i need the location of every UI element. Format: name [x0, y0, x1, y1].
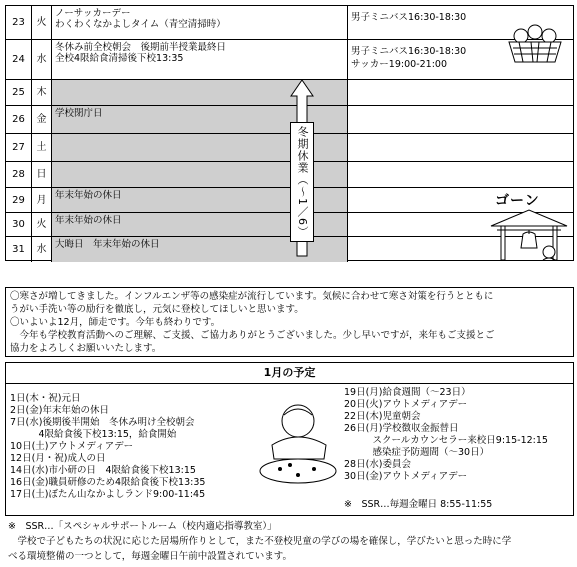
- january-event: 22日(木)児童朝会: [344, 411, 421, 422]
- january-event: 感染症予防週間（〜30日）: [344, 447, 490, 458]
- calendar-day: 25: [6, 80, 32, 105]
- january-event: 17日(土)ぼたん山なかよしランド9:00-11:45: [10, 489, 206, 500]
- message-line: 〇寒さが増してきました。インフルエンザ等の感染症が流行しています。気候に合わせて寒さ対策を行うとともに: [10, 291, 494, 302]
- message-line: 今年も学校教育活動へのご理解、ご支援、ご協力ありがとうございました。少し早いですが，来年もご支援とご: [10, 330, 495, 341]
- principal-message-box: [5, 287, 574, 357]
- january-event: 7日(水)後期後半開始 冬休み明け全校朝会: [10, 417, 195, 428]
- calendar-weekday: 月: [32, 188, 52, 212]
- message-line: 協力をよろしくお願いいたします。: [10, 343, 162, 354]
- calendar-day: 27: [6, 134, 32, 161]
- calendar-weekday: 金: [32, 106, 52, 133]
- footnote-line-2: 学校で子どもたちの状況に応じた居場所作りとして，また不登校児童の学びの場を確保し，学びたいと思った時に学: [8, 536, 512, 547]
- calendar-row: [6, 39, 573, 79]
- fruit-basket-illustration: [505, 22, 565, 64]
- january-event: 14日(水)市小研の日 4限給食後下校13:15: [10, 465, 196, 476]
- footnote-line-3: べる環境整備の一つとして，毎週金曜日午前中設置されています。: [8, 551, 293, 562]
- ssr-schedule-note: ※ SSR…毎週金曜日 8:55-11:55: [344, 499, 493, 510]
- january-event: 10日(土)アウトメディアデー: [10, 441, 134, 452]
- club-activity-line: 男子ミニバス16:30-18:30: [351, 12, 467, 23]
- calendar-weekday: 水: [32, 40, 52, 79]
- january-title-bar: 1月の予定: [6, 363, 573, 384]
- calendar-club-activities: [348, 80, 573, 105]
- calendar-club-activities: [348, 106, 573, 133]
- calendar-day: 29: [6, 188, 32, 212]
- calendar-events: [52, 40, 348, 79]
- calendar-weekday: 水: [32, 237, 52, 262]
- january-event: 12日(月・祝)成人の日: [10, 453, 106, 464]
- calendar-events: [52, 6, 348, 39]
- calendar-weekday: 火: [32, 213, 52, 236]
- winter-break-text: 冬期休業（〜1／6）: [296, 126, 309, 238]
- bell-sound-label: ゴーン: [495, 193, 540, 209]
- january-event: 4限給食後下校13:15，給食開始: [10, 429, 177, 440]
- calendar-event-line: 冬休み前全校朝会 後期前半授業最終日: [55, 42, 227, 53]
- january-event: スクールカウンセラー来校日9:15-12:15: [344, 435, 548, 446]
- calendar-weekday: 日: [32, 162, 52, 187]
- calendar-weekday: 木: [32, 80, 52, 105]
- calendar-weekday: 火: [32, 6, 52, 39]
- january-event: 28日(水)委員会: [344, 459, 412, 470]
- footnote-line-1: ※ SSR…「スペシャルサポートルーム（校内適応指導教室）」: [8, 521, 277, 532]
- calendar-event-line: 年末年始の休日: [55, 190, 122, 201]
- winter-break-label: [290, 122, 314, 242]
- message-line: 〇いよいよ12月，師走です。今年も終わりです。: [10, 317, 221, 328]
- calendar-day: 24: [6, 40, 32, 79]
- calendar-event-line: 全校4限給食清掃後下校13:35: [55, 53, 184, 64]
- calendar-day: 28: [6, 162, 32, 187]
- message-line: うがい手洗い等の励行を徹底し，元気に登校してほしいと思います。: [10, 304, 304, 315]
- calendar-row: [6, 6, 573, 39]
- club-activity-line: 男子ミニバス16:30-18:30: [351, 46, 467, 57]
- calendar-day: 23: [6, 6, 32, 39]
- calendar-day: 30: [6, 213, 32, 236]
- calendar-event-line: 大晦日 年末年始の休日: [55, 239, 160, 250]
- january-event: 2日(金)年末年始の休日: [10, 405, 109, 416]
- club-activity-line: サッカー19:00-21:00: [351, 59, 447, 70]
- calendar-event-line: わくわくなかよしタイム（青空清掃時）: [55, 19, 226, 30]
- calendar-event-line: 学校閉庁日: [55, 108, 103, 119]
- january-event: 30日(金)アウトメディアデー: [344, 471, 468, 482]
- calendar-weekday: 土: [32, 134, 52, 161]
- calendar-day: 31: [6, 237, 32, 262]
- calendar-day: 26: [6, 106, 32, 133]
- calendar-event-line: ノーサッカーデー: [55, 8, 131, 19]
- january-event: 1日(木・祝)元日: [10, 393, 81, 404]
- calendar-event-line: 年末年始の休日: [55, 215, 122, 226]
- calendar-club-activities: [348, 134, 573, 161]
- january-event: 16日(金)職員研修のため4限給食後下校13:35: [10, 477, 206, 488]
- january-schedule-box: [5, 362, 574, 516]
- child-reading-illustration: [254, 399, 344, 487]
- calendar-club-activities: [348, 162, 573, 187]
- january-event: 20日(火)アウトメディアデー: [344, 399, 468, 410]
- january-event: 26日(月)学校徴収金振替日: [344, 423, 459, 434]
- january-event: 19日(月)給食週間（〜23日）: [344, 387, 471, 398]
